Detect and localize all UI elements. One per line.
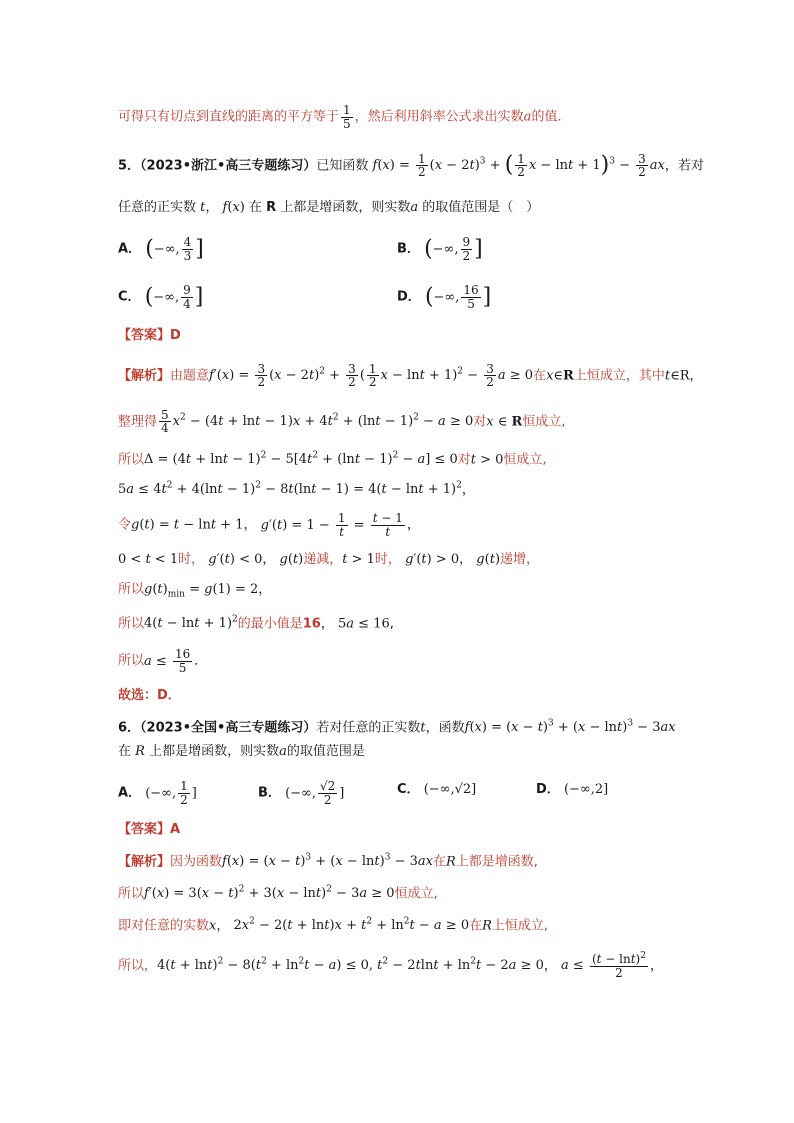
intro-text-b: ，然后利用斜率公式求出实数 [354, 109, 524, 125]
q5-number: 5． [118, 158, 141, 174]
q5-option-d: D． (−∞, $\frac{16}{5}$ ] [397, 283, 492, 311]
q6-option-d: D． (−∞,2] [536, 782, 609, 797]
q5-stem-b: ，若对 [664, 158, 704, 174]
q5-analysis-line8: 所以$4(t - \ln t + 1)^2$的最小值是16， 5a ≤ 16, [118, 615, 394, 632]
intro-var: a [523, 109, 532, 125]
q5-option-c: C． (−∞, $\frac{9}{4}$ ] [118, 283, 204, 311]
q5-analysis-line5: 令g(t) = t − lnt + 1， g′(t) = 1 − $\frac{1}{t}$ = $\frac{t - 1}{t}$ ， [118, 511, 420, 539]
q6-stem-line2: 在 R 上都是增函数，则实数a的取值范围是 [118, 744, 365, 759]
q6-analysis-line1: 【解析】因为函数$f(x) = (x - t)^3 + (x - \ln t)^3 - 3ax$在R上都是增函数, [118, 853, 538, 870]
q6-analysis-line3: 即对任意的实数x， $2x^2 - 2(t + \ln t)x + t^2 + \ln^2t - a \ge 0$在R上恒成立, [118, 917, 549, 934]
q6-option-a: A． (−∞, $\frac{1}{2}$ ] [118, 779, 197, 807]
q6-option-b: B． (−∞, $\frac{√2}{2}$ ] [258, 779, 345, 807]
intro-text-a: 可得只有切点到直线的距离的平方等于 [118, 109, 340, 125]
q6-answer: 【答案】A [118, 822, 181, 837]
q5-option-a: A． (−∞, $\frac{4}{3}$ ] [118, 235, 204, 263]
intro-line [118, 104, 562, 130]
q6-stem-line1: 6．（2023•全国•高三专题练习）若对任意的正实数t，函数$f(x) = (x - t)^3 + (x - \ln t)^3 - 3ax$ [118, 719, 676, 736]
q6-analysis-line4: 所以，$4(t + \ln t)^2 - 8(t^2 + \ln^2t - a) \le 0$, $t^2 - 2tlnt + \ln^2t - 2a \ge 0$， a ≤ $\frac{(t - \ln t)^2}{2}$ ， [118, 951, 663, 980]
q5-stem-h: 的取值范围是（ ） [422, 200, 540, 215]
q5-analysis-line4: $5a \le 4t^2 + 4(\ln t - 1)^2 - 8t(\ln t - 1) = 4(t - \ln t + 1)^2$， [118, 481, 475, 498]
q5-answer: 【答案】D [118, 328, 181, 343]
q5-option-b: B． (−∞, $\frac{9}{2}$ ] [397, 235, 483, 263]
q5-stem-d: ， [205, 200, 219, 215]
q5-source: （2023•浙江•高三专题练习） [140, 158, 317, 174]
q5-analysis-line2: 整理得 $\frac{5}{4}$ $x^2 - (4t + \ln t - 1)x + 4t^2 + (\ln t - 1)^2 - a \ge 0$对x ∈ R恒成立, [118, 407, 566, 436]
q5-analysis-line9: 所以a ≤ $\frac{16}{5}$ ． [118, 647, 208, 675]
intro-text-c: 的值. [531, 109, 562, 125]
q5-stem-line2: 任意的正实数 t， f(x) 在 R 上都是增函数，则实数a 的取值范围是（ ） [118, 200, 540, 215]
q6-analysis-line2: 所以$f'(x) = 3(x - t)^2 + 3(x - \ln t)^2 - 3a \ge 0$恒成立, [118, 885, 438, 902]
q5-function-expression: f(x) = $\frac{1}{2}$ $(x - 2t)^3$ + ( $\frac{1}{2}$ x − lnt + 1)$^3$ − $\frac{3}{2}$ ax [372, 151, 665, 180]
q6-option-c: C． (−∞,√2] [397, 782, 477, 797]
q5-analysis-line3: 所以$\Delta = (4t + \ln t - 1)^2 - 5[4t^2 + (\ln t - 1)^2 - a] \le 0$对t > 0恒成立, [118, 451, 547, 468]
q5-analysis-line6: 0 < t < 1时， g′(t) < 0， g(t)递减，t > 1时， g′(t) > 0， g(t)递增， [118, 552, 540, 567]
q5-conclusion: 故选：D． [118, 688, 181, 703]
q5-stem-e: 在 [249, 200, 263, 215]
q5-stem-a: 已知函数 [316, 158, 369, 174]
q5-analysis-line7: 所以$g(t)_{min} = g(1) = 2$， [118, 582, 272, 600]
q5-stem-c: 任意的正实数 [118, 200, 197, 215]
q5-stem-line1 [118, 152, 704, 179]
q5-stem-R: R [266, 200, 277, 215]
q5-analysis-line1: 【解析】由题意f′(x) = $\frac{3}{2}$ $(x - 2t)^2$ + $\frac{3}{2}$ ( $\frac{1}{2}$ x − lnt + 1)$^2$ − $\frac{3}{2}$ a ≥ 0在x∈R上恒成立，其中t∈R， [118, 361, 703, 390]
q5-stem-g: 上都是增函数，则实数 [280, 200, 411, 215]
fraction-one-fifth: $\frac{1}{5}$ [343, 103, 351, 131]
